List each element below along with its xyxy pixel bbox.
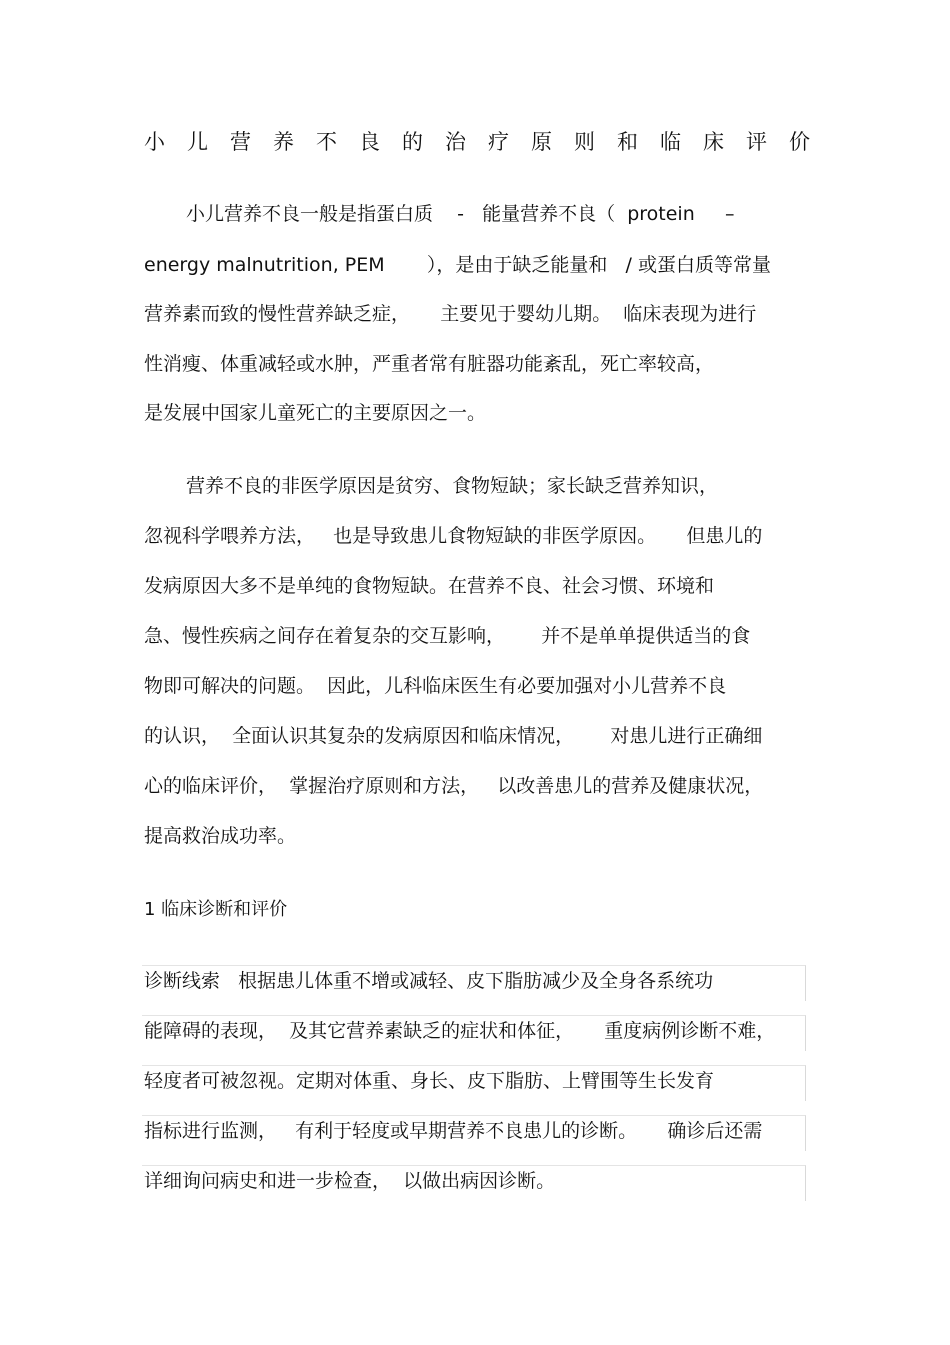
text-line: energy malnutrition, PEM ），是由于缺乏能量和 / 或蛋白质等常量 (144, 254, 771, 276)
text-line: 详细询问病史和进一步检查， 以做出病因诊断。 (144, 1170, 556, 1192)
text-line: 急、慢性疾病之间存在着复杂的交互影响， 并不是单单提供适当的食 (144, 625, 751, 647)
text-line: 物即可解决的问题。 因此，儿科临床医生有必要加强对小儿营养不良 (144, 675, 727, 697)
text-line: 心的临床评价， 掌握治疗原则和方法， 以改善患儿的营养及健康状况， (144, 775, 764, 797)
text-line: 的认识， 全面认识其复杂的发病原因和临床情况， 对患儿进行正确细 (144, 725, 763, 747)
text-line: 小儿营养不良一般是指蛋白质 - 能量营养不良（ protein – (186, 203, 735, 225)
text-line: 忽视科学喂养方法， 也是导致患儿食物短缺的非医学原因。 但患儿的 (144, 525, 763, 547)
text-line: 指标进行监测， 有利于轻度或早期营养不良患儿的诊断。 确诊后还需 (144, 1120, 763, 1142)
text-line: 营养素而致的慢性营养缺乏症， 主要见于婴幼儿期。 临床表现为进行 (144, 303, 757, 325)
text-line: 诊断线索 根据患儿体重不增或减轻、皮下脂肪减少及全身各系统功 (144, 970, 714, 992)
text-line: 提高救治成功率。 (144, 825, 297, 847)
section-heading: 1 临床诊断和评价 (144, 899, 288, 920)
text-line: 是发展中国家儿童死亡的主要原因之一。 (144, 402, 487, 424)
text-line: 能障碍的表现， 及其它营养素缺乏的症状和体征， 重度病例诊断不难， (144, 1020, 776, 1042)
text-line: 发病原因大多不是单纯的食物短缺。在营养不良、社会习惯、环境和 (144, 575, 715, 597)
text-line: 轻度者可被忽视。定期对体重、身长、皮下脂肪、上臂围等生长发育 (144, 1070, 715, 1092)
text-line: 营养不良的非医学原因是贫穷、食物短缺；家长缺乏营养知识， (186, 475, 719, 497)
text-line: 性消瘦、体重减轻或水肿，严重者常有脏器功能紊乱，死亡率较高， (144, 353, 715, 375)
page-title: 小儿营养不良的治疗原则和临床评价 (144, 130, 832, 154)
